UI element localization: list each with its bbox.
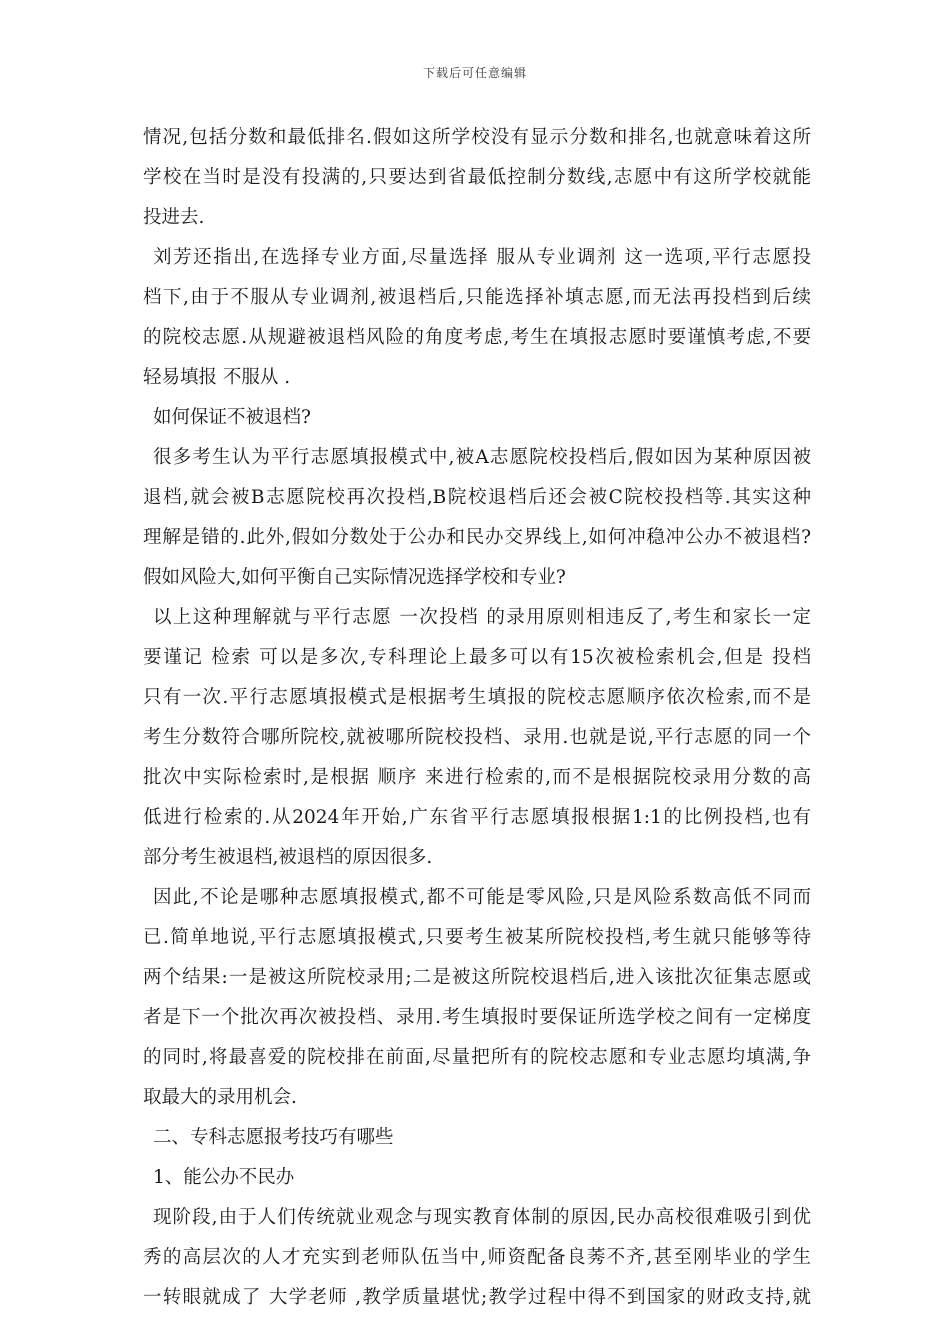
text-line: 投进去.: [143, 207, 205, 228]
text-line: 很多考生认为平行志愿填报模式中,被A志愿院校投档后,假如因为某种原因被: [153, 447, 811, 468]
text-line: 假如风险大,如何平衡自己实际情况选择学校和专业?: [143, 567, 566, 588]
text-line: 退档,就会被B志愿院校再次投档,B院校退档后还会被C院校投档等.其实这种: [143, 487, 811, 508]
text-line: 因此,不论是哪种志愿填报模式,都不可能是零风险,只是风险系数高低不同而: [153, 887, 811, 908]
page-header: 下载后可任意编辑: [422, 66, 527, 80]
text-line: 两个结果:一是被这所院校录用;二是被这所院校退档后,进入该批次征集志愿或: [143, 967, 811, 988]
text-line: 以上这种理解就与平行志愿 一次投档 的录用原则相违反了,考生和家长一定: [153, 607, 811, 628]
text-line: 二、专科志愿报考技巧有哪些: [153, 1127, 394, 1148]
text-line: 取最大的录用机会.: [143, 1087, 297, 1108]
text-line: 情况,包括分数和最低排名.假如这所学校没有显示分数和排名,也就意味着这所: [143, 127, 811, 148]
text-line: 学校在当时是没有投满的,只要达到省最低控制分数线,志愿中有这所学校就能: [143, 167, 811, 188]
text-line: 一转眼就成了 大学老师 ,教学质量堪忧;教学过程中得不到国家的财政支持,就: [143, 1287, 811, 1308]
text-line: 轻易填报 不服从 .: [143, 367, 291, 388]
document-body: [143, 118, 811, 1318]
text-line: 批次中实际检索时,是根据 顺序 来进行检索的,而不是根据院校录用分数的高: [143, 767, 811, 788]
text-line: 考生分数符合哪所院校,就被哪所院校投档、录用.也就是说,平行志愿的同一个: [143, 727, 811, 748]
text-line: 只有一次.平行志愿填报模式是根据考生填报的院校志愿顺序依次检索,而不是: [143, 687, 811, 708]
text-line: 的院校志愿.从规避被退档风险的角度考虑,考生在填报志愿时要谨慎考虑,不要: [143, 327, 811, 348]
text-line: 1、能公办不民办: [153, 1167, 295, 1188]
text-line: 低进行检索的.从2024年开始,广东省平行志愿填报根据1:1的比例投档,也有: [143, 807, 811, 828]
text-line: 的同时,将最喜爱的院校排在前面,尽量把所有的院校志愿和专业志愿均填满,争: [143, 1047, 811, 1068]
text-line: 要谨记 检索 可以是多次,专科理论上最多可以有15次被检索机会,但是 投档: [143, 647, 811, 668]
text-line: 秀的高层次的人才充实到老师队伍当中,师资配备良莠不齐,甚至刚毕业的学生: [143, 1247, 811, 1268]
text-line: 理解是错的.此外,假如分数处于公办和民办交界线上,如何冲稳冲公办不被退档?: [143, 527, 811, 548]
text-line: 者是下一个批次再次被投档、录用.考生填报时要保证所选学校之间有一定梯度: [143, 1007, 811, 1028]
text-line: 部分考生被退档,被退档的原因很多.: [143, 847, 433, 868]
text-line: 档下,由于不服从专业调剂,被退档后,只能选择补填志愿,而无法再投档到后续: [143, 287, 811, 308]
text-line: 现阶段,由于人们传统就业观念与现实教育体制的原因,民办高校很难吸引到优: [153, 1207, 811, 1228]
text-line: 已.简单地说,平行志愿填报模式,只要考生被某所院校投档,考生就只能够等待: [143, 927, 811, 948]
text-line: 刘芳还指出,在选择专业方面,尽量选择 服从专业调剂 这一选项,平行志愿投: [153, 247, 811, 268]
text-line: 如何保证不被退档?: [153, 407, 311, 428]
